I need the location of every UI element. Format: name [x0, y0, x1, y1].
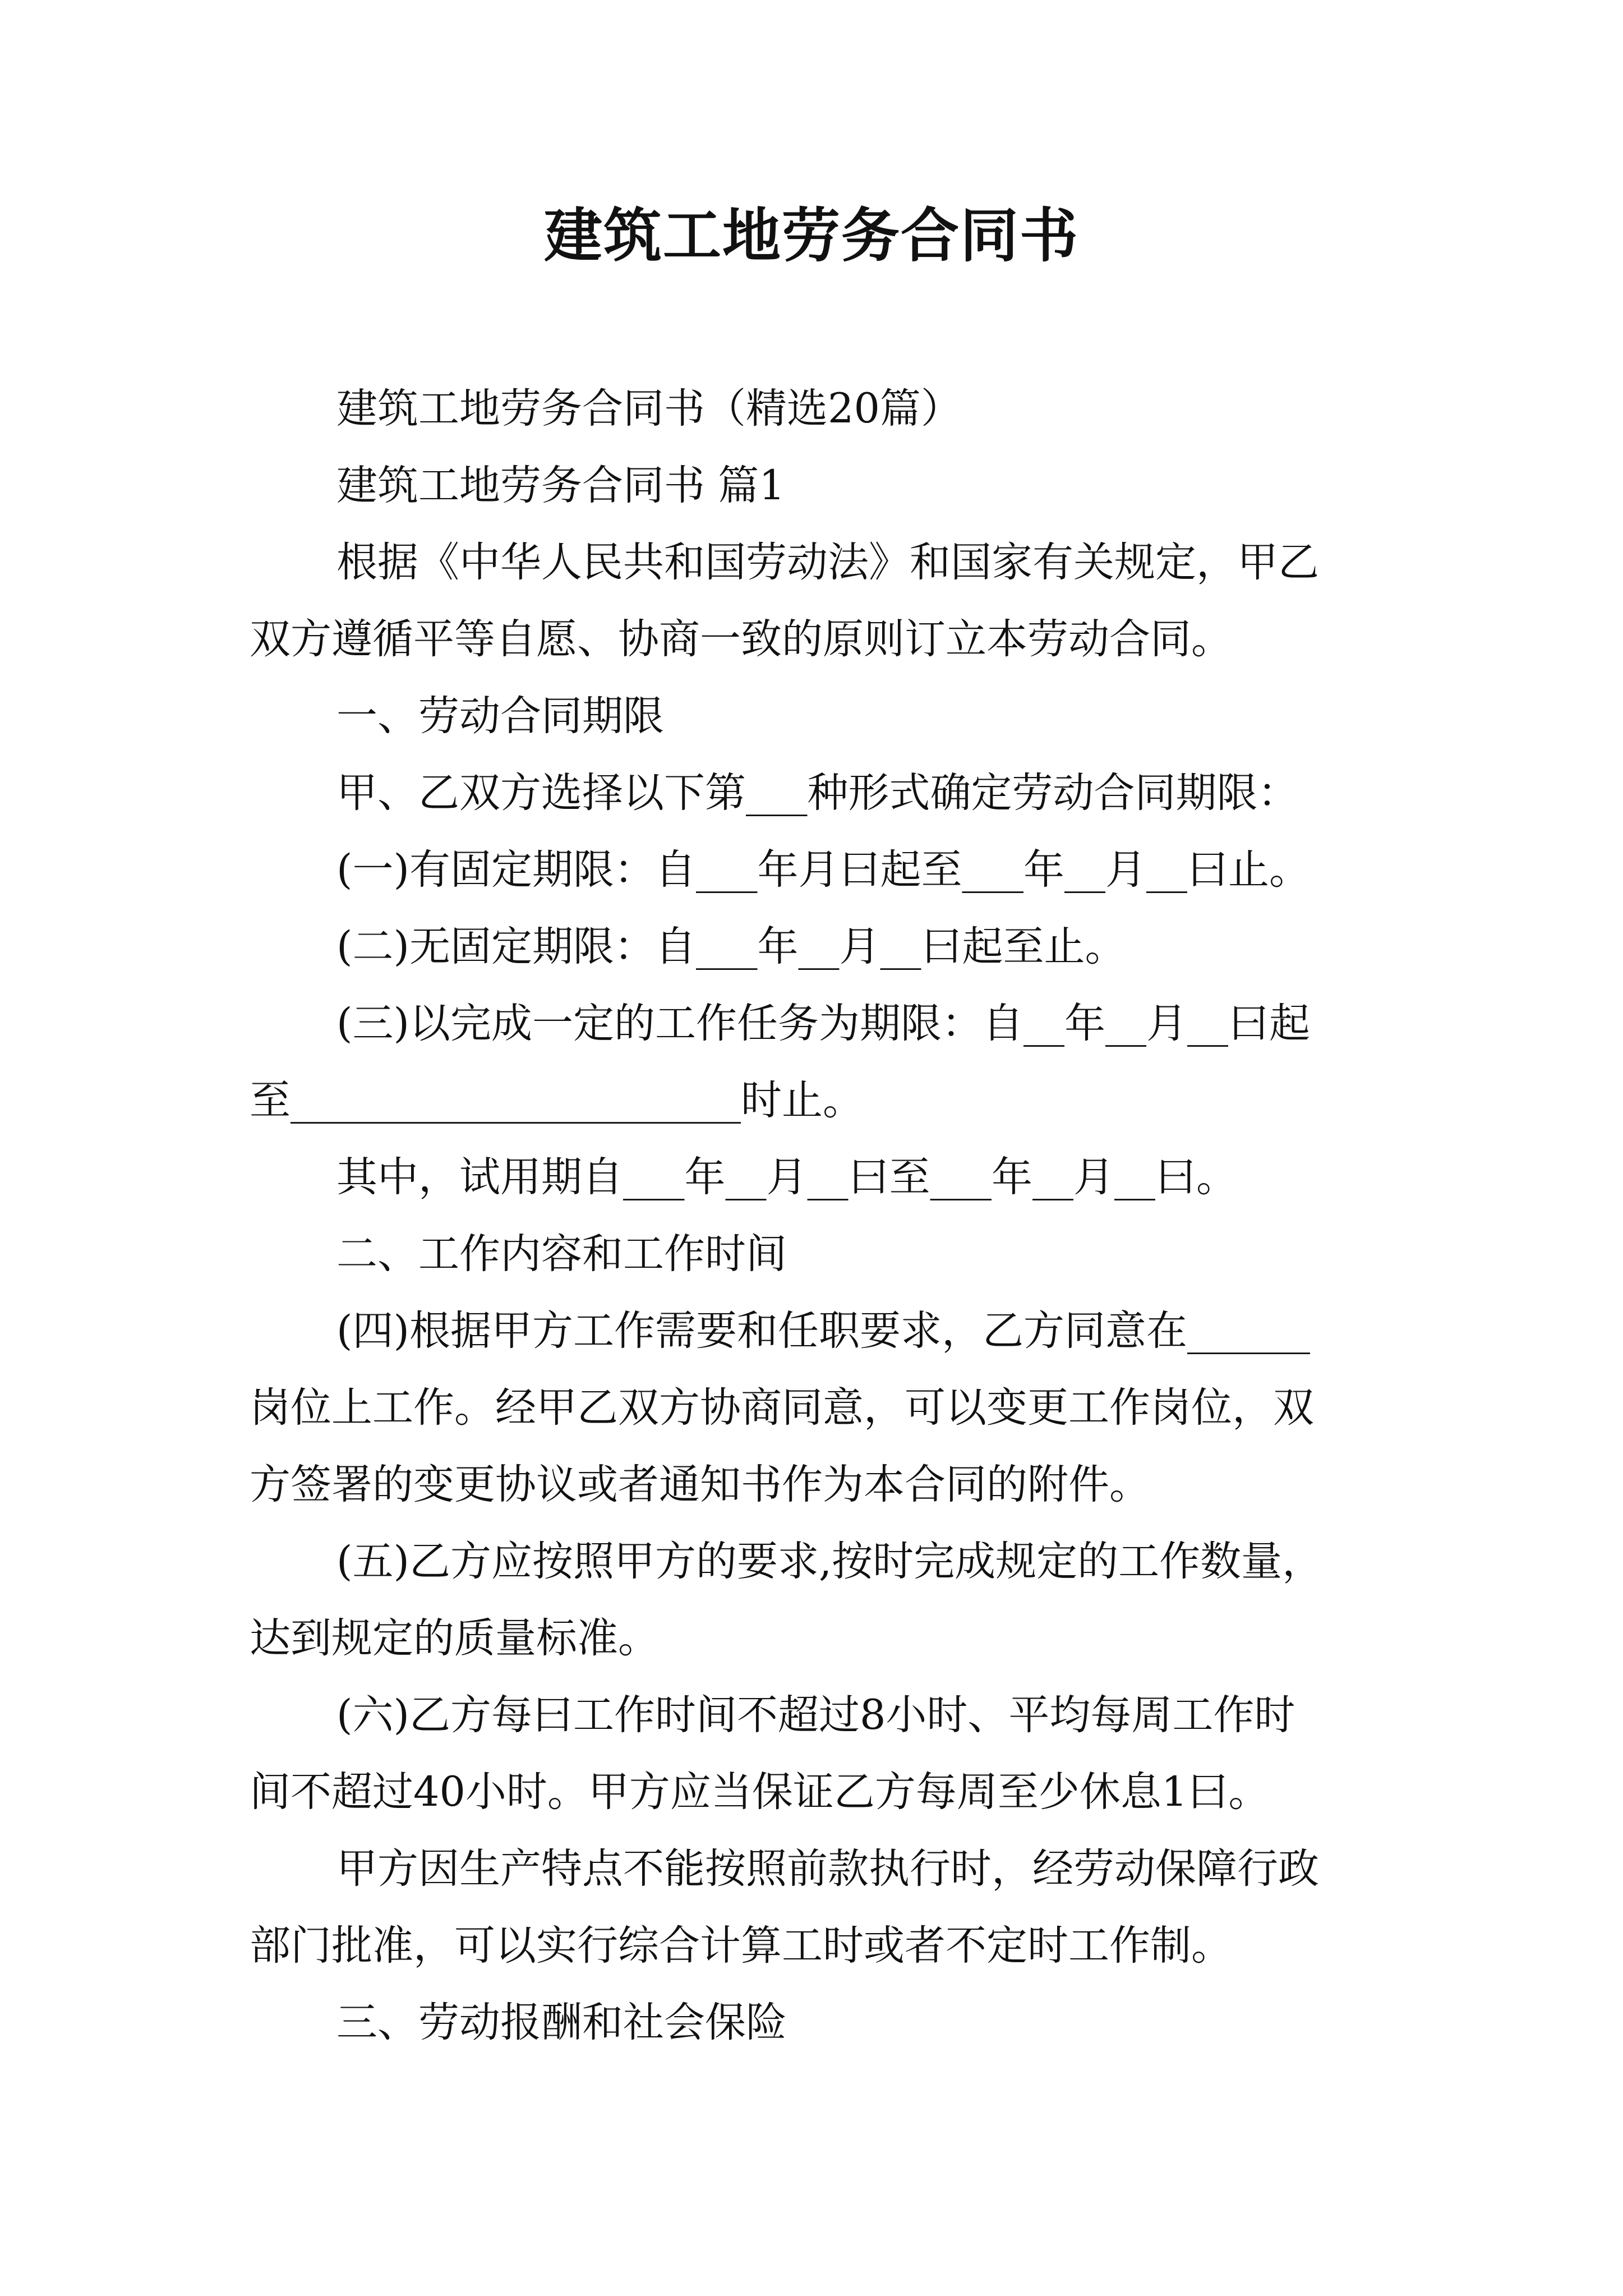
paragraph-line: (三)以完成一定的工作任务为期限：自__年__月__曰起	[336, 1000, 1310, 1047]
paragraph-line: 建筑工地劳务合同书 篇1	[336, 462, 785, 509]
paragraph-line: (四)根据甲方工作需要和任职要求，乙方同意在______	[336, 1307, 1310, 1355]
paragraph-line: 达到规定的质量标准。	[250, 1614, 659, 1662]
paragraph-line: 其中，试用期自___年__月__曰至___年__月__曰。	[336, 1153, 1237, 1201]
paragraph-line: 间不超过40小时。甲方应当保证乙方每周至少休息1曰。	[250, 1768, 1270, 1816]
paragraph-line: 双方遵循平等自愿、协商一致的原则订立本劳动合同。	[250, 615, 1232, 663]
document-title: 建筑工地劳务合同书	[543, 201, 1079, 270]
paragraph-line: 方签署的变更协议或者通知书作为本合同的附件。	[250, 1461, 1150, 1508]
document-body	[250, 370, 1394, 2061]
paragraph-line: (二)无固定期限：自___年__月__曰起至止。	[336, 923, 1126, 970]
paragraph-line: 甲、乙双方选择以下第___种形式确定劳动合同期限：	[336, 769, 1299, 817]
paragraph-line: (六)乙方每曰工作时间不超过8小时、平均每周工作时	[336, 1691, 1295, 1739]
paragraph-line: 部门批准，可以实行综合计算工时或者不定时工作制。	[250, 1922, 1232, 1970]
paragraph-line: 建筑工地劳务合同书（精选20篇）	[336, 385, 962, 432]
paragraph-line: 二、工作内容和工作时间	[336, 1230, 787, 1278]
paragraph-line: 甲方因生产特点不能按照前款执行时，经劳动保障行政	[336, 1845, 1319, 1893]
paragraph-line: (一)有固定期限：自___年月曰起至___年__月__曰止。	[336, 846, 1310, 894]
paragraph-line: 三、劳动报酬和社会保险	[336, 1999, 787, 2046]
paragraph-line: 至______________________时止。	[250, 1076, 864, 1124]
paragraph-line: (五)乙方应按照甲方的要求,按时完成规定的工作数量，	[336, 1538, 1324, 1585]
paragraph-line: 根据《中华人民共和国劳动法》和国家有关规定，甲乙	[336, 539, 1319, 586]
paragraph-line: 一、劳动合同期限	[336, 692, 664, 740]
paragraph-line: 岗位上工作。经甲乙双方协商同意，可以变更工作岗位，双	[250, 1384, 1314, 1432]
